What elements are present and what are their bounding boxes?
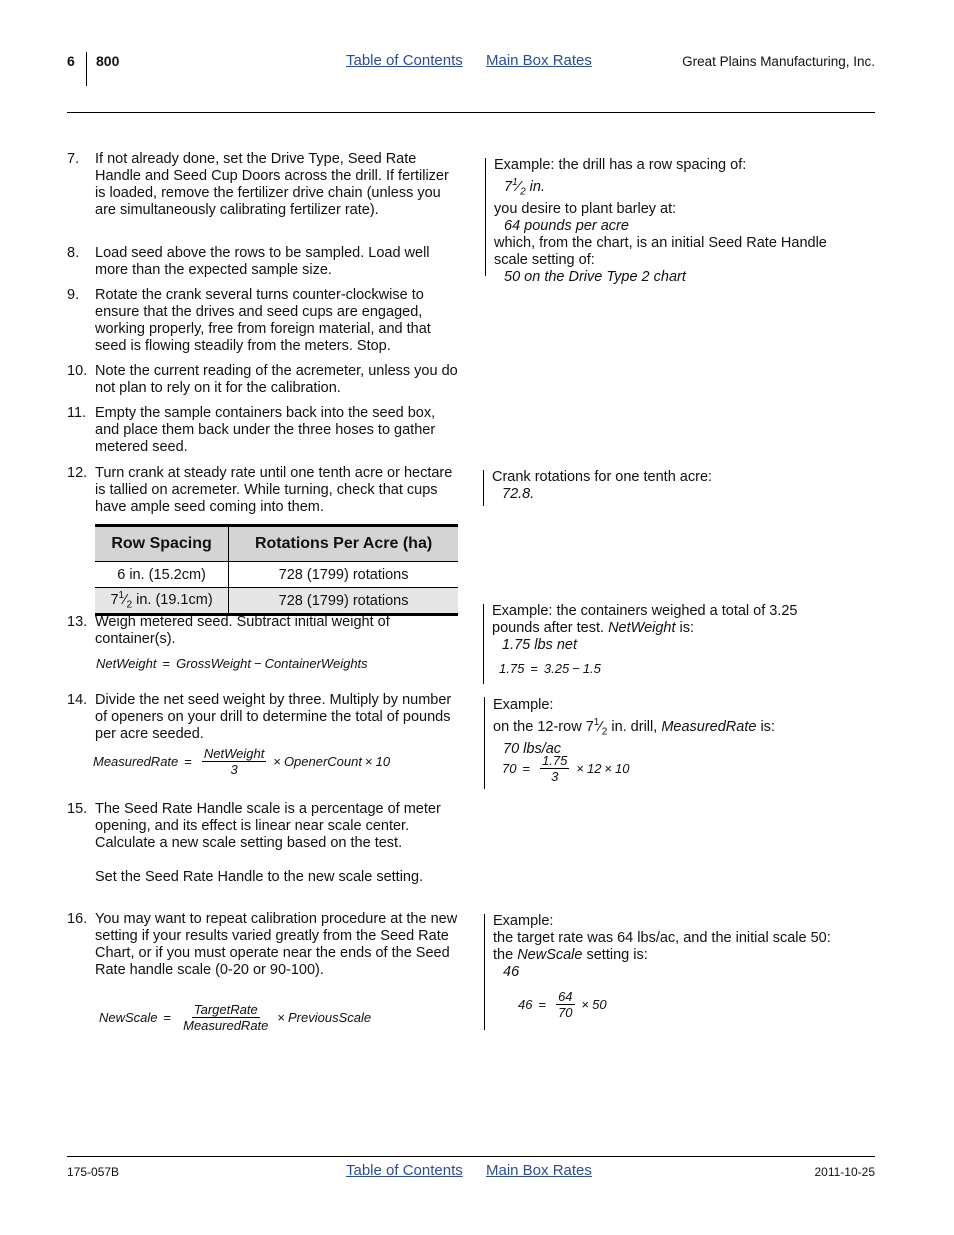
example-value: 46: [503, 964, 520, 980]
formula-term: NetWeight: [96, 656, 157, 671]
example-new-scale-formula: [518, 989, 607, 1020]
formula-op: =: [163, 1010, 172, 1025]
table-cell: 6 in. (15.2cm): [95, 562, 229, 588]
example-text: Example:: [493, 913, 554, 929]
formula-term: 10: [615, 761, 630, 776]
fraction-numerator: 1.75: [542, 753, 568, 768]
step-text: Empty the sample containers back into the seed box, and place them back under the three hoses to gather metered seed.: [95, 405, 436, 455]
footer-main-box-rates-link[interactable]: Main Box Rates: [486, 1162, 592, 1179]
step-number: 13.: [67, 614, 88, 630]
example-text: which, from the chart, is an initial Seed Rate Handle scale setting of:: [494, 234, 827, 268]
example-measured-rate: [493, 697, 863, 758]
formula-op: =: [184, 754, 192, 769]
toc-link[interactable]: Table of Contents: [346, 52, 463, 69]
new-scale-formula: [99, 1002, 371, 1033]
formula-term: 70: [502, 761, 517, 776]
example-value: 72.8.: [502, 486, 535, 502]
formula-term: PreviousScale: [288, 1010, 372, 1025]
formula-op: ×: [604, 761, 613, 776]
formula-term: MeasuredRate: [93, 754, 179, 769]
frac-den: 2: [520, 186, 526, 198]
step-number: 9.: [67, 287, 80, 303]
example-net-weight: [492, 603, 837, 654]
step-16: [67, 911, 462, 979]
spacing-rest: in. (19.1cm): [132, 591, 213, 608]
header-rule: [67, 112, 875, 113]
formula-term: NewScale: [99, 1010, 158, 1025]
example-value: 64 pounds per acre: [504, 217, 629, 234]
example-text: Crank rotations for one tenth acre:: [492, 469, 713, 485]
example-text: [493, 947, 868, 964]
step-text: Load seed above the rows to be sampled. Load well more than the expected sample size.: [95, 245, 430, 278]
step-number: 10.: [67, 363, 88, 379]
table-row: [95, 562, 458, 588]
step-text: Weigh metered seed. Subtract initial weight of container(s).: [95, 614, 390, 647]
example-value: 70 lbs/ac: [503, 740, 562, 757]
step-8: [67, 245, 462, 279]
example-text: on the 12-row $7^1⁄_2$ in. drill, MeasuredRate is:: [493, 717, 775, 738]
step-text: You may want to repeat calibration procedure at the new setting if your results varied greatly from the Seed Rate Chart, or if you must operate near the ends of the Seed Rate handle scale (0-20 or 90-100).: [95, 911, 458, 978]
formula-fraction: [556, 989, 574, 1020]
example-text: the target rate was 64 lbs/ac, and the initial scale 50:: [493, 930, 831, 946]
step-number: 15.: [67, 801, 88, 817]
step-text: If not already done, set the Drive Type, Seed Rate Handle and Seed Cup Doors across the drill. If fertilizer is loaded, remove the fertilizer drive chain (unless you are simultaneously calibrating fertilizer rate).: [95, 151, 449, 218]
table-header: Row Spacing: [95, 526, 229, 562]
formula-op: −: [253, 656, 262, 671]
fraction-numerator: NetWeight: [203, 746, 265, 761]
example-text-part: on the 12-row 7: [493, 718, 594, 735]
example-text: [492, 603, 837, 637]
formula-term: 1.5: [582, 661, 601, 676]
formula-term: 10: [375, 754, 391, 769]
step-9: [67, 287, 462, 355]
example-text-part: the: [493, 947, 518, 963]
example-value: 50 on the Drive Type 2 chart: [504, 268, 686, 285]
step-number: 12.: [67, 465, 88, 481]
frac-num: 1: [512, 177, 518, 188]
example-text-part: Example: the containers weighed a total of 3.25 pounds after test.: [492, 603, 798, 636]
example-crank-rotations: [492, 469, 862, 503]
example-value: 1.75 lbs net: [502, 637, 577, 653]
step-14: [67, 692, 462, 743]
fraction-numerator: 64: [558, 989, 573, 1004]
table-row: [95, 588, 458, 615]
model-number: 800: [96, 53, 120, 69]
step-10: [67, 363, 462, 397]
step-12: [67, 465, 462, 516]
example-text: Example: the drill has a row spacing of:: [494, 157, 747, 173]
example-net-weight-formula: [499, 661, 601, 676]
fraction-denominator: 3: [551, 769, 559, 784]
example-term: NewScale: [517, 947, 583, 963]
example-value: $7^1⁄_2$ in.: [504, 177, 545, 198]
formula-term: 1.75: [499, 661, 525, 676]
fraction-numerator: TargetRate: [193, 1002, 258, 1017]
frac-num: 1: [593, 717, 600, 728]
formula-term: 46: [518, 997, 533, 1012]
table-cell: $7^1⁄_2$ in. (19.1cm): [95, 588, 229, 615]
formula-term: OpenerCount: [283, 754, 362, 769]
table-cell: 728 (1799) rotations: [229, 562, 458, 588]
example-new-scale: [493, 913, 868, 981]
net-weight-formula: [96, 656, 368, 671]
frac-den: 2: [126, 599, 133, 611]
step-number: 16.: [67, 911, 88, 927]
frac-num: 1: [118, 590, 125, 602]
example-bar: [484, 914, 485, 1030]
footer-rule: [67, 1156, 875, 1157]
formula-op: ×: [581, 997, 590, 1012]
value-unit: in.: [525, 178, 545, 195]
formula-op: =: [522, 761, 531, 776]
step-number: 8.: [67, 245, 80, 261]
formula-op: =: [538, 997, 547, 1012]
footer-toc-link[interactable]: Table of Contents: [346, 1162, 463, 1179]
formula-term: ContainerWeights: [264, 656, 368, 671]
step-number: 11.: [67, 405, 87, 421]
step-13: [67, 614, 462, 648]
example-measured-rate-formula: [502, 753, 630, 784]
step-number: 7.: [67, 151, 80, 167]
page-number: 6: [67, 53, 75, 69]
main-box-rates-link[interactable]: Main Box Rates: [486, 52, 592, 69]
publish-date: 2011-10-25: [814, 1165, 875, 1179]
step-text: The Seed Rate Handle scale is a percentage of meter opening, and its effect is linear near scale center. Calculate a new scale setting based on the test.: [95, 801, 441, 851]
example-text-part: is:: [675, 620, 695, 636]
formula-term: GrossWeight: [176, 656, 251, 671]
example-term: MeasuredRate: [661, 718, 757, 735]
formula-op: ×: [273, 754, 281, 769]
formula-term: 50: [592, 997, 607, 1012]
step-text: Set the Seed Rate Handle to the new scale setting.: [95, 869, 424, 885]
example-row-spacing: [494, 157, 864, 286]
spacing-whole: 7: [110, 591, 119, 608]
frac-den: 2: [601, 726, 608, 738]
formula-fraction: [202, 746, 266, 777]
table-header: Rotations Per Acre (ha): [229, 526, 458, 562]
fraction-denominator: 3: [230, 762, 238, 777]
row-spacing-table: [95, 524, 458, 616]
table-cell: 728 (1799) rotations: [229, 588, 458, 615]
company-name: Great Plains Manufacturing, Inc.: [682, 54, 875, 69]
step-11: [67, 405, 462, 456]
formula-fraction: [181, 1002, 270, 1033]
value-whole: 7: [504, 178, 513, 195]
step-7: [67, 151, 462, 219]
example-text: you desire to plant barley at:: [494, 200, 677, 217]
doc-number: 175-057B: [67, 1165, 120, 1179]
example-bar: [484, 697, 485, 789]
formula-term: 12: [586, 761, 602, 776]
formula-fraction: [540, 753, 569, 784]
step-text: Note the current reading of the acremeter, unless you do not plan to rely on it for the calibration.: [95, 363, 458, 396]
fraction-denominator: 70: [558, 1005, 573, 1020]
example-text-part: setting is:: [582, 947, 648, 963]
step-text: Divide the net seed weight by three. Multiply by number of openers on your drill to determine the total of pounds per acre seeded.: [95, 692, 452, 742]
formula-op: ×: [365, 754, 373, 769]
measured-rate-formula: [93, 746, 390, 777]
example-text-part: is:: [756, 718, 775, 735]
example-bar: [483, 604, 484, 684]
step-number: 14.: [67, 692, 88, 708]
example-bar: [485, 158, 486, 276]
header-divider: [86, 52, 87, 86]
step-15: [67, 801, 462, 886]
step-text: Rotate the crank several turns counter-clockwise to ensure that the drives and seed cups are engaged, working properly, free from foreign material, and that seed is flowing steadily from the meters. Stop.: [95, 287, 431, 354]
formula-term: 3.25: [543, 661, 570, 676]
example-bar: [483, 470, 484, 506]
example-text: Example:: [493, 697, 554, 713]
formula-op: ×: [277, 1010, 285, 1025]
formula-op: ×: [576, 761, 584, 776]
formula-op: =: [530, 661, 538, 676]
step-text: Turn crank at steady rate until one tenth acre or hectare is tallied on acremeter. While turning, check that cups have ample seed coming into them.: [95, 465, 453, 515]
formula-op: −: [572, 661, 580, 676]
example-text-part: in. drill,: [607, 718, 662, 735]
example-term: NetWeight: [608, 620, 676, 636]
fraction-denominator: MeasuredRate: [183, 1018, 269, 1033]
formula-op: =: [162, 656, 171, 671]
